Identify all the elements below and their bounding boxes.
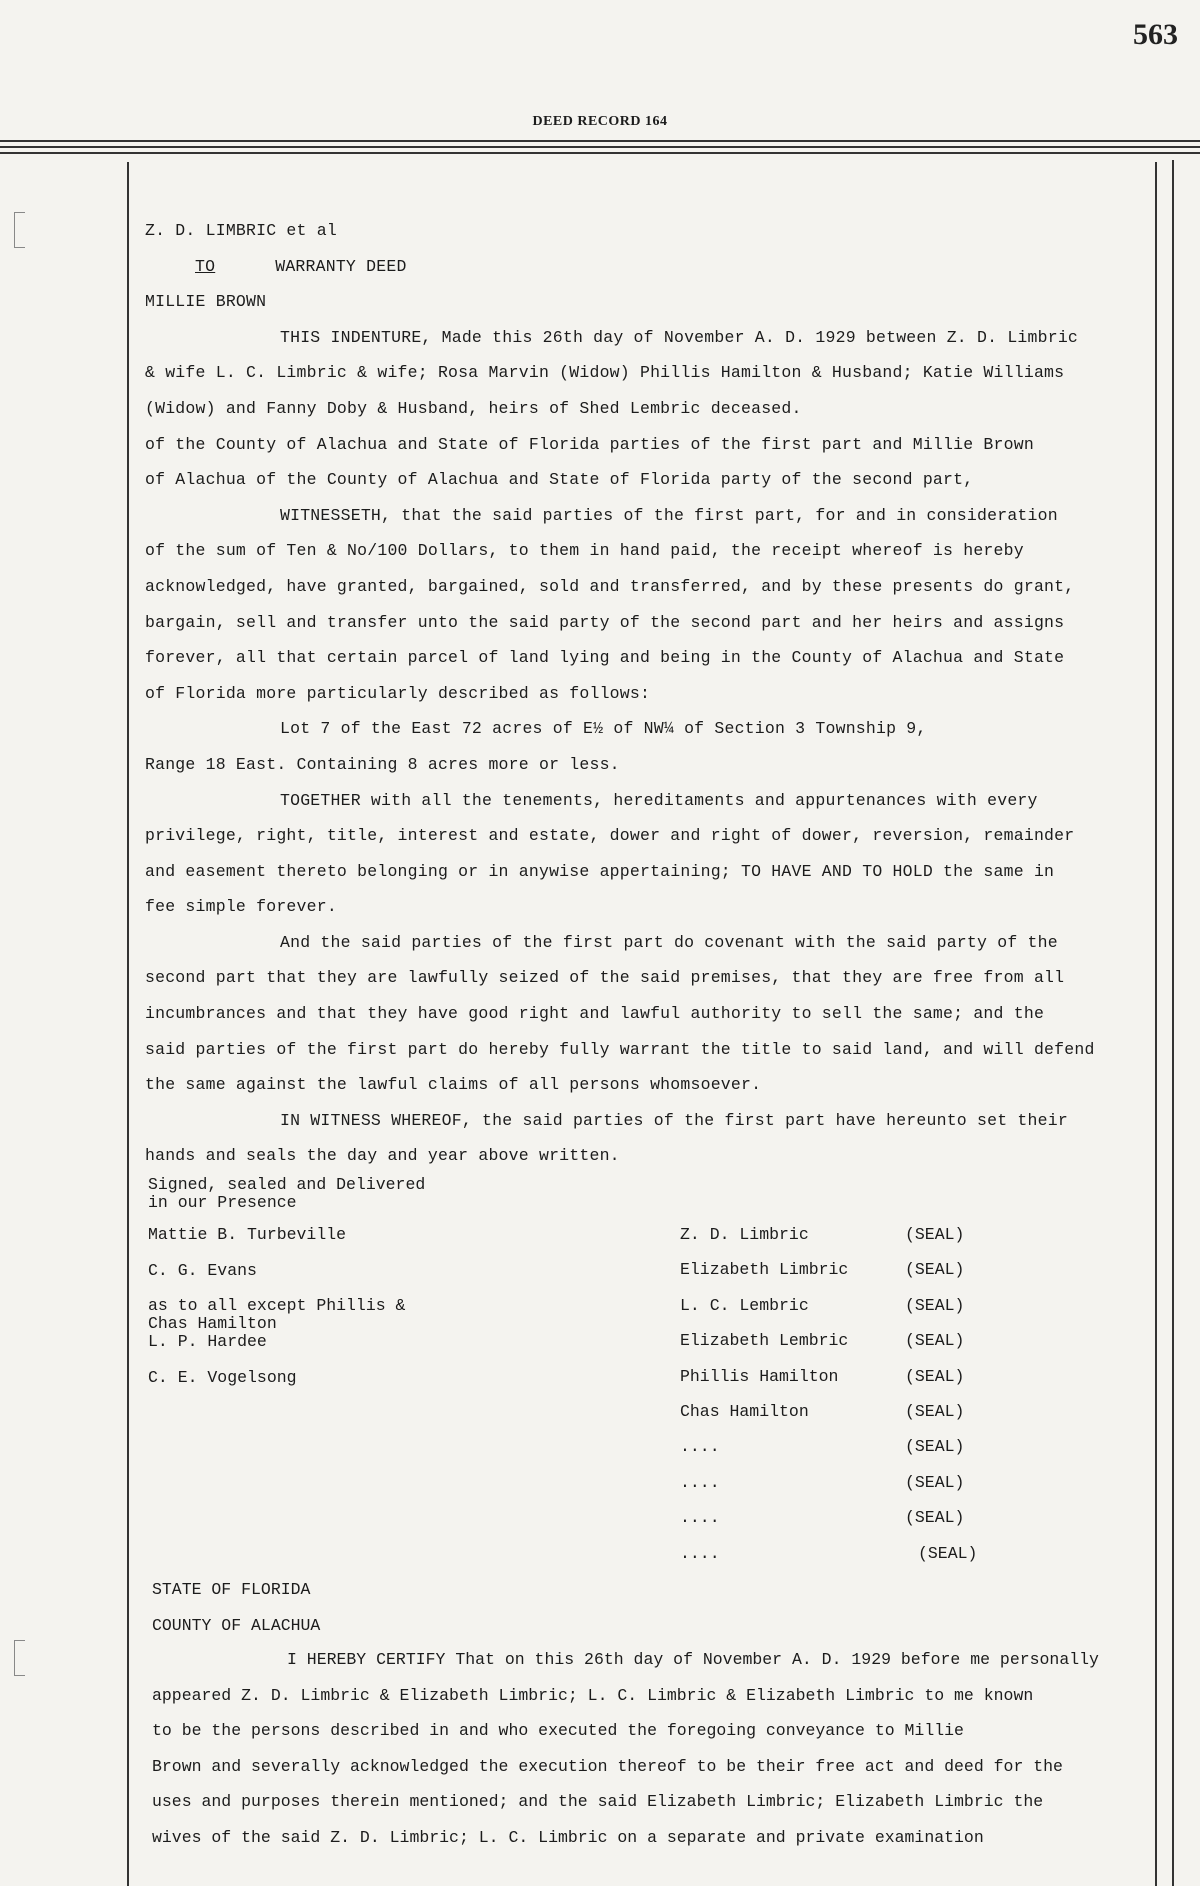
witness-column	[148, 1226, 548, 1404]
witness-name: Mattie B. Turbeville	[148, 1225, 347, 1244]
seal-mark: (SEAL)	[905, 1331, 965, 1351]
signer-row	[680, 1226, 1000, 1261]
signer-name: ....	[680, 1543, 720, 1563]
body-line: the same against the lawful claims of all persons whomsoever.	[145, 1075, 762, 1095]
county-heading: COUNTY OF ALACHUA	[152, 1615, 321, 1635]
signer-row	[680, 1297, 1000, 1332]
seal-mark: (SEAL)	[905, 1295, 965, 1315]
body-line: (Widow) and Fanny Doby & Husband, heirs of Shed Lembric deceased.	[145, 398, 802, 418]
signer-row	[680, 1261, 1000, 1296]
seal-mark: (SEAL)	[905, 1401, 965, 1421]
signer-name: Chas Hamilton	[680, 1401, 809, 1421]
signer-row	[680, 1368, 1000, 1403]
margin-bracket	[14, 212, 25, 248]
body-line: TOGETHER with all the tenements, hereditaments and appurtenances with every	[280, 790, 1038, 810]
body-line: And the said parties of the first part do covenant with the said party of the	[280, 932, 1058, 952]
legal-description-line: Range 18 East. Containing 8 acres more or less.	[145, 754, 620, 774]
state-heading: STATE OF FLORIDA	[152, 1580, 311, 1599]
signed-sealed-heading: Signed, sealed and Delivered in our Presence	[148, 1175, 426, 1212]
signer-row	[680, 1474, 1000, 1509]
signature-heading	[148, 1176, 1158, 1212]
certificate-line: wives of the said Z. D. Limbric; L. C. Limbric on a separate and private examination	[152, 1827, 984, 1847]
deed-type-line	[145, 249, 1155, 285]
seal-mark: (SEAL)	[905, 1437, 965, 1457]
body-line: of Florida more particularly described as follows:	[145, 683, 651, 703]
signer-name: Phillis Hamilton	[680, 1366, 839, 1386]
seal-mark: (SEAL)	[905, 1260, 965, 1280]
margin-bracket	[14, 1640, 25, 1676]
signer-name: ....	[680, 1437, 720, 1457]
body-line: acknowledged, have granted, bargained, sold and transferred, and by these presents do grant,	[145, 576, 1075, 596]
seal-mark: (SEAL)	[905, 1472, 965, 1492]
signer-column	[680, 1226, 1000, 1580]
witness-name: L. P. Hardee	[148, 1332, 267, 1351]
seal-mark: (SEAL)	[918, 1543, 978, 1563]
deed-body	[145, 213, 1155, 1174]
deed-type: WARRANTY DEED	[275, 256, 407, 276]
header-rule	[0, 152, 1200, 154]
signer-row	[680, 1509, 1000, 1544]
venue-block	[152, 1572, 320, 1643]
witness-name: C. E. Vogelsong	[148, 1367, 297, 1387]
body-line: said parties of the first part do hereby fully warrant the title to said land, and will defend	[145, 1039, 1095, 1059]
seal-mark: (SEAL)	[905, 1225, 965, 1244]
body-line: bargain, sell and transfer unto the said party of the second part and her heirs and assigns	[145, 612, 1065, 632]
seal-mark: (SEAL)	[905, 1508, 965, 1528]
body-line: of the sum of Ten & No/100 Dollars, to them in hand paid, the receipt whereof is hereby	[145, 541, 1024, 561]
body-line: forever, all that certain parcel of land lying and being in the County of Alachua and State	[145, 648, 1065, 668]
body-line: second part that they are lawfully seized of the said premises, that they are free from all	[145, 968, 1065, 988]
body-line: incumbrances and that they have good right and lawful authority to sell the same; and the	[145, 1004, 1045, 1024]
witness-note: as to all except Phillis & Chas Hamilton	[148, 1296, 406, 1333]
body-line: WITNESSETH, that the said parties of the first part, for and in consideration	[280, 505, 1058, 525]
signer-row	[680, 1403, 1000, 1438]
to-label: TO	[195, 256, 216, 276]
body-line: of Alachua of the County of Alachua and State of Florida party of the second part,	[145, 470, 974, 490]
body-line: fee simple forever.	[145, 897, 337, 917]
legal-description-line: Lot 7 of the East 72 acres of E½ of NW¼ of Section 3 Township 9,	[280, 719, 927, 739]
grantor-line	[145, 213, 1155, 249]
header-rule	[0, 140, 1200, 142]
certificate-line: I HEREBY CERTIFY That on this 26th day of November A. D. 1929 before me personally	[287, 1650, 1099, 1669]
certificate-line: uses and purposes therein mentioned; and the said Elizabeth Limbric; Elizabeth Limbric the	[152, 1792, 1044, 1812]
seal-mark: (SEAL)	[905, 1366, 965, 1386]
grantee-line: MILLIE BROWN	[145, 292, 267, 312]
right-margin-rule	[1172, 160, 1174, 1886]
certificate-line: Brown and severally acknowledged the execution thereof to be their free act and deed for the	[152, 1756, 1063, 1776]
body-line: & wife L. C. Limbric & wife; Rosa Marvin (Widow) Phillis Hamilton & Husband; Katie Williams	[145, 363, 1065, 383]
signer-name: Elizabeth Lembric	[680, 1331, 849, 1351]
body-line: IN WITNESS WHEREOF, the said parties of the first part have hereunto set their	[280, 1110, 1068, 1130]
signer-name: ....	[680, 1508, 720, 1528]
signer-name: Z. D. Limbric	[680, 1225, 809, 1244]
body-line: of the County of Alachua and State of Florida parties of the first part and Millie Brown	[145, 434, 1034, 454]
signer-name: Elizabeth Limbric	[680, 1260, 849, 1280]
witness-name: C. G. Evans	[148, 1260, 257, 1280]
signer-row	[680, 1438, 1000, 1473]
body-line: privilege, right, title, interest and estate, dower and right of dower, reversion, remainder	[145, 826, 1075, 846]
signer-name: L. C. Lembric	[680, 1295, 809, 1315]
signer-name: ....	[680, 1472, 720, 1492]
grantor: Z. D. LIMBRIC et al	[145, 221, 337, 240]
page-number: 563	[1133, 18, 1178, 51]
record-title: DEED RECORD 164	[532, 114, 668, 129]
certificate-line: to be the persons described in and who executed the foregoing conveyance to Millie	[152, 1721, 964, 1741]
certificate-line: appeared Z. D. Limbric & Elizabeth Limbric; L. C. Limbric & Elizabeth Limbric to me known	[152, 1685, 1034, 1705]
header-rule	[0, 146, 1200, 148]
signer-row	[680, 1332, 1000, 1367]
acknowledgment-body	[152, 1642, 1162, 1856]
body-line: THIS INDENTURE, Made this 26th day of November A. D. 1929 between Z. D. Limbric	[280, 327, 1079, 347]
body-line: hands and seals the day and year above written.	[145, 1146, 620, 1166]
body-line: and easement thereto belonging or in anywise appertaining; TO HAVE AND TO HOLD the same in	[145, 861, 1055, 881]
signer-row	[680, 1545, 1000, 1580]
